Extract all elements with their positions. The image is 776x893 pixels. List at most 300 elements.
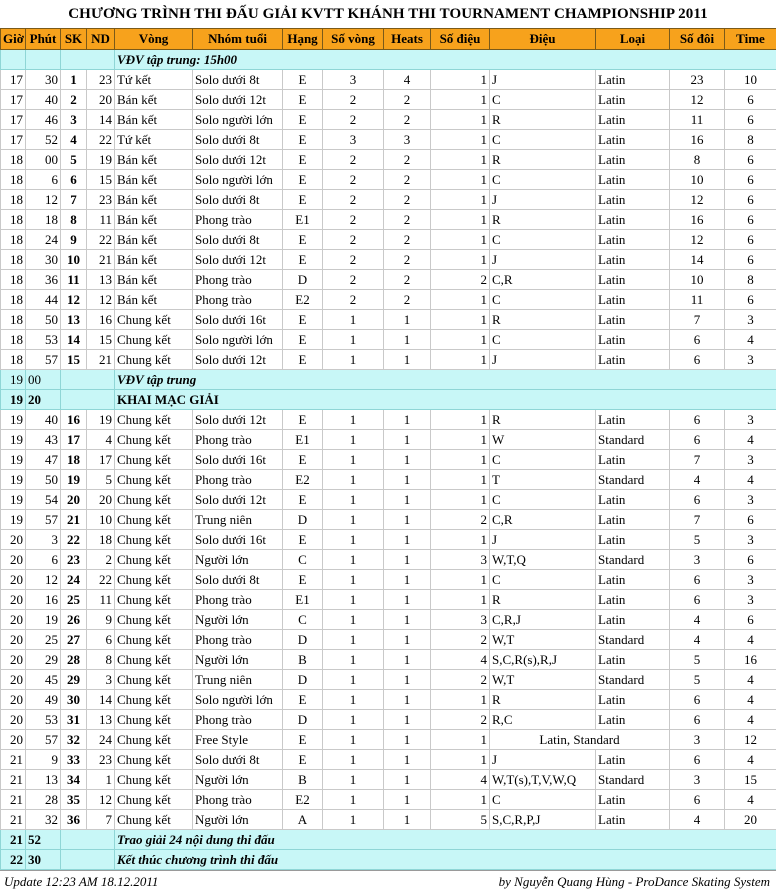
cell-time[interactable]: 8 (725, 130, 776, 150)
cell-gio[interactable]: 22 (1, 850, 26, 870)
cell-time[interactable]: 3 (725, 490, 776, 510)
empty-cell[interactable] (61, 850, 115, 870)
cell-phut[interactable]: 57 (26, 510, 61, 530)
cell-heats[interactable]: 2 (384, 270, 431, 290)
cell-loai[interactable]: Latin (596, 190, 670, 210)
cell-nhom-tuoi[interactable]: Người lớn (193, 650, 283, 670)
cell-nhom-tuoi[interactable]: Solo người lớn (193, 330, 283, 350)
cell-so-vong[interactable]: 1 (323, 750, 384, 770)
cell-so-vong[interactable]: 1 (323, 350, 384, 370)
cell-so-doi[interactable]: 7 (670, 450, 725, 470)
cell-dieu[interactable]: C (490, 290, 596, 310)
cell-heats[interactable]: 1 (384, 690, 431, 710)
cell-vong[interactable]: Chung kết (115, 630, 193, 650)
cell-so-doi[interactable]: 11 (670, 110, 725, 130)
cell-sk[interactable]: 19 (61, 470, 87, 490)
cell-phut[interactable]: 57 (26, 730, 61, 750)
cell-vong[interactable]: Chung kết (115, 750, 193, 770)
cell-so-vong[interactable]: 2 (323, 230, 384, 250)
cell-vong[interactable]: Chung kết (115, 610, 193, 630)
cell-time[interactable]: 3 (725, 410, 776, 430)
cell-nd[interactable]: 6 (87, 630, 115, 650)
cell-dieu[interactable]: W (490, 430, 596, 450)
cell-so-vong[interactable]: 1 (323, 430, 384, 450)
cell-time[interactable]: 6 (725, 190, 776, 210)
cell-so-dieu[interactable]: 4 (431, 770, 490, 790)
section-note-text[interactable]: VĐV tập trung: 15h00 (115, 50, 776, 70)
cell-nd[interactable]: 13 (87, 270, 115, 290)
cell-vong[interactable]: Chung kết (115, 670, 193, 690)
cell-dieu[interactable]: R (490, 410, 596, 430)
cell-hang[interactable]: E (283, 410, 323, 430)
cell-so-dieu[interactable]: 1 (431, 250, 490, 270)
cell-gio[interactable]: 18 (1, 270, 26, 290)
cell-phut[interactable]: 6 (26, 170, 61, 190)
cell-loai[interactable]: Latin (596, 250, 670, 270)
cell-vong[interactable]: Chung kết (115, 310, 193, 330)
cell-nd[interactable]: 15 (87, 330, 115, 350)
cell-so-doi[interactable]: 11 (670, 290, 725, 310)
cell-loai[interactable]: Latin (596, 690, 670, 710)
cell-gio[interactable]: 19 (1, 390, 26, 410)
cell-hang[interactable]: E (283, 230, 323, 250)
cell-nd[interactable]: 21 (87, 350, 115, 370)
cell-so-vong[interactable]: 1 (323, 730, 384, 750)
cell-phut[interactable]: 28 (26, 790, 61, 810)
cell-nd[interactable]: 23 (87, 190, 115, 210)
cell-heats[interactable]: 1 (384, 590, 431, 610)
cell-phut[interactable]: 29 (26, 650, 61, 670)
cell-phut[interactable]: 00 (26, 150, 61, 170)
column-header[interactable]: ND (87, 29, 115, 50)
cell-nd[interactable]: 4 (87, 430, 115, 450)
cell-sk[interactable]: 6 (61, 170, 87, 190)
cell-nhom-tuoi[interactable]: Solo dưới 16t (193, 450, 283, 470)
cell-vong[interactable]: Chung kết (115, 690, 193, 710)
cell-sk[interactable]: 13 (61, 310, 87, 330)
cell-so-dieu[interactable]: 2 (431, 670, 490, 690)
column-header[interactable]: Heats (384, 29, 431, 50)
cell-gio[interactable]: 18 (1, 190, 26, 210)
cell-time[interactable]: 6 (725, 170, 776, 190)
cell-time[interactable]: 4 (725, 470, 776, 490)
cell-nhom-tuoi[interactable]: Solo dưới 12t (193, 410, 283, 430)
cell-hang[interactable]: E (283, 730, 323, 750)
cell-nhom-tuoi[interactable]: Solo dưới 8t (193, 230, 283, 250)
cell-so-doi[interactable]: 6 (670, 330, 725, 350)
cell-sk[interactable]: 8 (61, 210, 87, 230)
cell-gio[interactable]: 21 (1, 830, 26, 850)
cell-phut[interactable]: 40 (26, 90, 61, 110)
column-header[interactable]: Số điệu (431, 29, 490, 50)
cell-dieu[interactable]: R (490, 210, 596, 230)
cell-sk[interactable]: 28 (61, 650, 87, 670)
cell-gio[interactable]: 19 (1, 510, 26, 530)
cell-phut[interactable]: 00 (26, 370, 61, 390)
cell-nhom-tuoi[interactable]: Solo dưới 12t (193, 90, 283, 110)
cell-so-vong[interactable]: 1 (323, 510, 384, 530)
cell-dieu[interactable]: R,C (490, 710, 596, 730)
cell-vong[interactable]: Bán kết (115, 250, 193, 270)
cell-so-vong[interactable]: 1 (323, 490, 384, 510)
cell-nd[interactable]: 22 (87, 130, 115, 150)
cell-nd[interactable]: 24 (87, 730, 115, 750)
cell-so-dieu[interactable]: 2 (431, 270, 490, 290)
cell-sk[interactable]: 21 (61, 510, 87, 530)
cell-nhom-tuoi[interactable]: Solo người lớn (193, 170, 283, 190)
cell-nhom-tuoi[interactable]: Free Style (193, 730, 283, 750)
cell-hang[interactable]: E (283, 310, 323, 330)
cell-loai[interactable]: Standard (596, 470, 670, 490)
cell-sk[interactable]: 10 (61, 250, 87, 270)
cell-loai[interactable]: Latin (596, 570, 670, 590)
cell-phut[interactable]: 44 (26, 290, 61, 310)
cell-nd[interactable]: 19 (87, 410, 115, 430)
cell-loai[interactable]: Standard (596, 550, 670, 570)
cell-phut[interactable]: 49 (26, 690, 61, 710)
cell-loai[interactable]: Latin (596, 330, 670, 350)
cell-hang[interactable]: C (283, 610, 323, 630)
cell-nhom-tuoi[interactable]: Trung niên (193, 510, 283, 530)
cell-time[interactable]: 6 (725, 510, 776, 530)
cell-vong[interactable]: Chung kết (115, 490, 193, 510)
cell-vong[interactable]: Chung kết (115, 410, 193, 430)
cell-vong[interactable]: Chung kết (115, 430, 193, 450)
cell-time[interactable]: 3 (725, 590, 776, 610)
cell-so-dieu[interactable]: 1 (431, 730, 490, 750)
cell-hang[interactable]: E (283, 350, 323, 370)
column-header[interactable]: Vòng (115, 29, 193, 50)
cell-hang[interactable]: E (283, 190, 323, 210)
empty-cell[interactable] (61, 370, 115, 390)
cell-phut[interactable]: 13 (26, 770, 61, 790)
cell-heats[interactable]: 1 (384, 510, 431, 530)
cell-nhom-tuoi[interactable]: Solo dưới 12t (193, 250, 283, 270)
cell-nd[interactable]: 18 (87, 530, 115, 550)
cell-sk[interactable]: 30 (61, 690, 87, 710)
cell-vong[interactable]: Bán kết (115, 110, 193, 130)
cell-so-doi[interactable]: 6 (670, 690, 725, 710)
cell-gio[interactable]: 18 (1, 290, 26, 310)
cell-so-dieu[interactable]: 1 (431, 350, 490, 370)
cell-time[interactable]: 6 (725, 250, 776, 270)
cell-heats[interactable]: 1 (384, 630, 431, 650)
cell-dieu[interactable]: C (490, 570, 596, 590)
cell-sk[interactable]: 27 (61, 630, 87, 650)
cell-so-vong[interactable]: 3 (323, 70, 384, 90)
section-note-text[interactable]: KHAI MẠC GIẢI (115, 390, 776, 410)
cell-nhom-tuoi[interactable]: Người lớn (193, 550, 283, 570)
cell-phut[interactable]: 24 (26, 230, 61, 250)
cell-hang[interactable]: E (283, 170, 323, 190)
cell-time[interactable]: 6 (725, 90, 776, 110)
cell-so-dieu[interactable]: 2 (431, 630, 490, 650)
cell-heats[interactable]: 2 (384, 190, 431, 210)
cell-so-vong[interactable]: 2 (323, 210, 384, 230)
cell-hang[interactable]: B (283, 770, 323, 790)
cell-nd[interactable]: 5 (87, 470, 115, 490)
cell-sk[interactable]: 35 (61, 790, 87, 810)
cell-so-dieu[interactable]: 1 (431, 110, 490, 130)
cell-nhom-tuoi[interactable]: Solo dưới 12t (193, 150, 283, 170)
cell-vong[interactable]: Bán kết (115, 210, 193, 230)
cell-so-dieu[interactable]: 1 (431, 790, 490, 810)
cell-loai[interactable]: Latin (596, 350, 670, 370)
cell-dieu[interactable]: R (490, 110, 596, 130)
cell-nhom-tuoi[interactable]: Phong trào (193, 470, 283, 490)
cell-heats[interactable]: 1 (384, 430, 431, 450)
cell-phut[interactable]: 30 (26, 850, 61, 870)
cell-phut[interactable]: 12 (26, 570, 61, 590)
cell-nhom-tuoi[interactable]: Solo người lớn (193, 690, 283, 710)
cell-loai[interactable]: Latin (596, 90, 670, 110)
cell-loai[interactable]: Latin (596, 790, 670, 810)
cell-so-doi[interactable]: 6 (670, 750, 725, 770)
cell-vong[interactable]: Chung kết (115, 710, 193, 730)
empty-cell[interactable] (61, 830, 115, 850)
cell-phut[interactable]: 6 (26, 550, 61, 570)
cell-nhom-tuoi[interactable]: Solo dưới 12t (193, 490, 283, 510)
cell-so-doi[interactable]: 12 (670, 230, 725, 250)
cell-gio[interactable]: 17 (1, 70, 26, 90)
column-header[interactable]: Số vòng (323, 29, 384, 50)
cell-gio[interactable]: 20 (1, 650, 26, 670)
cell-so-doi[interactable]: 3 (670, 730, 725, 750)
cell-hang[interactable]: E2 (283, 290, 323, 310)
cell-so-dieu[interactable]: 1 (431, 230, 490, 250)
cell-phut[interactable]: 57 (26, 350, 61, 370)
cell-vong[interactable]: Bán kết (115, 190, 193, 210)
cell-so-dieu[interactable]: 1 (431, 430, 490, 450)
cell-time[interactable]: 4 (725, 710, 776, 730)
cell-hang[interactable]: A (283, 810, 323, 830)
cell-heats[interactable]: 1 (384, 610, 431, 630)
cell-sk[interactable]: 5 (61, 150, 87, 170)
cell-sk[interactable]: 31 (61, 710, 87, 730)
cell-loai[interactable]: Standard (596, 430, 670, 450)
cell-phut[interactable]: 20 (26, 390, 61, 410)
cell-hang[interactable]: E1 (283, 590, 323, 610)
cell-sk[interactable]: 25 (61, 590, 87, 610)
cell-vong[interactable]: Bán kết (115, 290, 193, 310)
cell-so-dieu[interactable]: 1 (431, 530, 490, 550)
cell-so-dieu[interactable]: 1 (431, 70, 490, 90)
cell-heats[interactable]: 2 (384, 150, 431, 170)
cell-phut[interactable]: 47 (26, 450, 61, 470)
cell-nd[interactable]: 23 (87, 750, 115, 770)
column-header[interactable]: Số đôi (670, 29, 725, 50)
cell-so-vong[interactable]: 3 (323, 130, 384, 150)
cell-loai[interactable]: Latin (596, 490, 670, 510)
cell-loai[interactable]: Standard (596, 770, 670, 790)
cell-time[interactable]: 3 (725, 570, 776, 590)
cell-so-doi[interactable]: 4 (670, 630, 725, 650)
cell-so-vong[interactable]: 2 (323, 290, 384, 310)
cell-heats[interactable]: 4 (384, 70, 431, 90)
cell-loai[interactable]: Latin (596, 650, 670, 670)
cell-nhom-tuoi[interactable]: Trung niên (193, 670, 283, 690)
cell-vong[interactable]: Tứ kết (115, 130, 193, 150)
cell-vong[interactable]: Chung kết (115, 810, 193, 830)
cell-dieu[interactable]: J (490, 530, 596, 550)
cell-so-dieu[interactable]: 1 (431, 310, 490, 330)
cell-phut[interactable] (26, 50, 61, 70)
cell-dieu[interactable]: Latin, Standard (490, 730, 670, 750)
cell-vong[interactable]: Chung kết (115, 450, 193, 470)
cell-hang[interactable]: E (283, 690, 323, 710)
cell-phut[interactable]: 18 (26, 210, 61, 230)
cell-dieu[interactable]: C,R,J (490, 610, 596, 630)
cell-heats[interactable]: 1 (384, 770, 431, 790)
cell-so-vong[interactable]: 1 (323, 590, 384, 610)
cell-heats[interactable]: 1 (384, 550, 431, 570)
cell-so-doi[interactable]: 4 (670, 810, 725, 830)
cell-gio[interactable]: 20 (1, 610, 26, 630)
cell-sk[interactable]: 12 (61, 290, 87, 310)
cell-gio[interactable]: 18 (1, 310, 26, 330)
cell-phut[interactable]: 12 (26, 190, 61, 210)
cell-so-doi[interactable]: 16 (670, 210, 725, 230)
cell-so-dieu[interactable]: 1 (431, 170, 490, 190)
cell-sk[interactable]: 20 (61, 490, 87, 510)
cell-hang[interactable]: E (283, 450, 323, 470)
cell-so-vong[interactable]: 1 (323, 810, 384, 830)
cell-dieu[interactable]: C (490, 170, 596, 190)
cell-dieu[interactable]: R (490, 310, 596, 330)
cell-hang[interactable]: E2 (283, 470, 323, 490)
cell-phut[interactable]: 46 (26, 110, 61, 130)
cell-heats[interactable]: 1 (384, 490, 431, 510)
cell-loai[interactable]: Latin (596, 290, 670, 310)
cell-gio[interactable]: 20 (1, 570, 26, 590)
cell-sk[interactable]: 17 (61, 430, 87, 450)
cell-so-vong[interactable]: 1 (323, 550, 384, 570)
cell-so-dieu[interactable]: 1 (431, 130, 490, 150)
cell-time[interactable]: 12 (725, 730, 776, 750)
cell-time[interactable]: 3 (725, 350, 776, 370)
cell-dieu[interactable]: W,T (490, 670, 596, 690)
cell-hang[interactable]: E (283, 330, 323, 350)
cell-time[interactable]: 3 (725, 310, 776, 330)
cell-dieu[interactable]: C (490, 490, 596, 510)
cell-so-dieu[interactable]: 2 (431, 510, 490, 530)
cell-heats[interactable]: 2 (384, 230, 431, 250)
cell-nd[interactable]: 2 (87, 550, 115, 570)
cell-heats[interactable]: 2 (384, 170, 431, 190)
cell-time[interactable]: 4 (725, 630, 776, 650)
cell-heats[interactable]: 1 (384, 710, 431, 730)
empty-cell[interactable] (61, 50, 115, 70)
cell-loai[interactable]: Latin (596, 610, 670, 630)
cell-dieu[interactable]: W,T,Q (490, 550, 596, 570)
cell-dieu[interactable]: R (490, 690, 596, 710)
cell-vong[interactable]: Chung kết (115, 350, 193, 370)
cell-nd[interactable]: 20 (87, 90, 115, 110)
cell-nhom-tuoi[interactable]: Người lớn (193, 610, 283, 630)
cell-time[interactable]: 4 (725, 430, 776, 450)
cell-hang[interactable]: B (283, 650, 323, 670)
cell-heats[interactable]: 1 (384, 570, 431, 590)
column-header[interactable]: Hạng (283, 29, 323, 50)
cell-time[interactable]: 6 (725, 150, 776, 170)
cell-gio[interactable]: 20 (1, 630, 26, 650)
cell-so-dieu[interactable]: 1 (431, 150, 490, 170)
cell-sk[interactable]: 9 (61, 230, 87, 250)
cell-heats[interactable]: 1 (384, 750, 431, 770)
cell-gio[interactable]: 18 (1, 170, 26, 190)
cell-phut[interactable]: 54 (26, 490, 61, 510)
cell-so-vong[interactable]: 1 (323, 670, 384, 690)
cell-phut[interactable]: 50 (26, 470, 61, 490)
cell-so-dieu[interactable]: 1 (431, 290, 490, 310)
cell-nhom-tuoi[interactable]: Phong trào (193, 210, 283, 230)
cell-so-vong[interactable]: 1 (323, 630, 384, 650)
cell-vong[interactable]: Tứ kết (115, 70, 193, 90)
cell-phut[interactable]: 32 (26, 810, 61, 830)
cell-vong[interactable]: Chung kết (115, 550, 193, 570)
cell-dieu[interactable]: S,C,R,P,J (490, 810, 596, 830)
cell-so-doi[interactable]: 3 (670, 770, 725, 790)
cell-nhom-tuoi[interactable]: Solo dưới 8t (193, 130, 283, 150)
cell-time[interactable]: 3 (725, 530, 776, 550)
cell-so-doi[interactable]: 6 (670, 490, 725, 510)
cell-vong[interactable]: Bán kết (115, 90, 193, 110)
cell-so-vong[interactable]: 1 (323, 710, 384, 730)
cell-loai[interactable]: Latin (596, 150, 670, 170)
cell-so-vong[interactable]: 2 (323, 270, 384, 290)
cell-so-vong[interactable]: 1 (323, 330, 384, 350)
cell-gio[interactable]: 18 (1, 350, 26, 370)
cell-time[interactable]: 6 (725, 230, 776, 250)
cell-loai[interactable]: Standard (596, 630, 670, 650)
cell-phut[interactable]: 40 (26, 410, 61, 430)
cell-nd[interactable]: 14 (87, 690, 115, 710)
cell-so-vong[interactable]: 1 (323, 690, 384, 710)
cell-time[interactable]: 20 (725, 810, 776, 830)
cell-phut[interactable]: 30 (26, 250, 61, 270)
cell-hang[interactable]: E (283, 90, 323, 110)
cell-nhom-tuoi[interactable]: Phong trào (193, 710, 283, 730)
cell-dieu[interactable]: C (490, 790, 596, 810)
cell-so-vong[interactable]: 2 (323, 170, 384, 190)
cell-so-doi[interactable]: 8 (670, 150, 725, 170)
cell-hang[interactable]: E1 (283, 430, 323, 450)
cell-so-dieu[interactable]: 4 (431, 650, 490, 670)
cell-gio[interactable]: 17 (1, 90, 26, 110)
cell-phut[interactable]: 9 (26, 750, 61, 770)
cell-so-doi[interactable]: 16 (670, 130, 725, 150)
cell-time[interactable]: 4 (725, 330, 776, 350)
cell-so-dieu[interactable]: 1 (431, 90, 490, 110)
cell-hang[interactable]: E2 (283, 790, 323, 810)
cell-so-doi[interactable]: 4 (670, 470, 725, 490)
cell-nd[interactable]: 3 (87, 670, 115, 690)
cell-heats[interactable]: 2 (384, 90, 431, 110)
cell-heats[interactable]: 1 (384, 530, 431, 550)
cell-nd[interactable]: 19 (87, 150, 115, 170)
cell-so-vong[interactable]: 2 (323, 150, 384, 170)
cell-loai[interactable]: Latin (596, 210, 670, 230)
cell-loai[interactable]: Latin (596, 510, 670, 530)
cell-so-dieu[interactable]: 1 (431, 590, 490, 610)
cell-time[interactable]: 6 (725, 550, 776, 570)
cell-so-dieu[interactable]: 1 (431, 410, 490, 430)
cell-hang[interactable]: D (283, 630, 323, 650)
cell-time[interactable]: 3 (725, 450, 776, 470)
cell-so-doi[interactable]: 6 (670, 790, 725, 810)
cell-so-vong[interactable]: 1 (323, 530, 384, 550)
cell-so-vong[interactable]: 1 (323, 470, 384, 490)
